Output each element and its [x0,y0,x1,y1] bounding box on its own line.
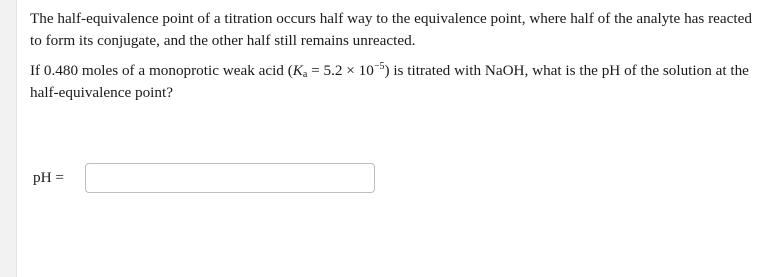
left-gutter [0,0,17,277]
question-prompt [30,60,760,104]
prompt-part-2: ) is titrated with NaOH, what is the pH of the solution at the half-equivalence point? [30,62,749,101]
ph-answer-input[interactable] [85,163,375,193]
ka-exponent: −5 [373,61,385,72]
ka-value: = 5.2 × 10 [307,62,374,79]
prompt-part-1: If 0.480 moles of a monoprotic weak acid ( [30,62,293,79]
question-content [30,8,760,104]
ka-symbol: K [292,62,303,79]
answer-row [33,163,375,193]
question-intro: The half-equivalence point of a titration occurs half way to the equivalence point, where half of the analyte has reacted to form its conjugate, and the other half still remains unreacted. [30,10,752,49]
ka-subscript: a [302,69,308,80]
ph-label: pH = [33,169,64,186]
